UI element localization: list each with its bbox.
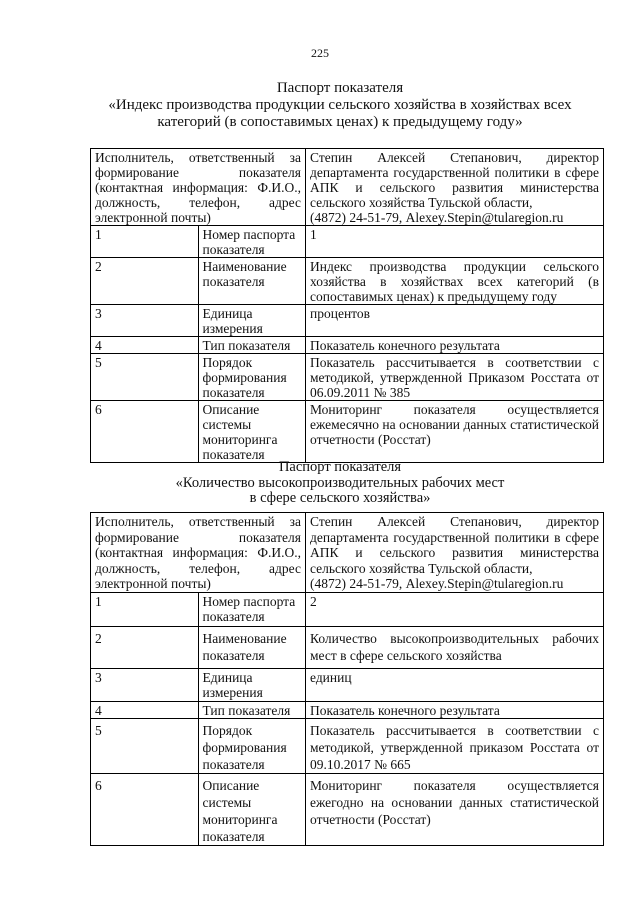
row-label: Тип показателя: [198, 337, 306, 354]
row-value: 2: [306, 592, 604, 626]
row-label: Номер паспорта показателя: [198, 226, 306, 258]
row-value: Мониторинг показателя осуществляется ежемесячно на основании данных статистической отчетности (Росстат): [306, 401, 604, 463]
passport-1-subtitle-line-2: категорий (в сопоставимых ценах) к предыдущему году»: [157, 114, 523, 130]
row-label: Порядок формирования показателя: [198, 719, 306, 774]
row-number: 3: [91, 305, 199, 337]
row-label: Тип показателя: [198, 701, 306, 719]
table-row: [91, 401, 604, 463]
row-value: Индекс производства продукции сельского хозяйства в хозяйствах всех категорий (в сопоставимых ценах) к предыдущему году: [306, 258, 604, 305]
table-row: [91, 354, 604, 401]
row-value: 1: [306, 226, 604, 258]
table-row: [91, 701, 604, 719]
row-number: 6: [91, 401, 199, 463]
table-row: [91, 774, 604, 846]
executor-contact: (4872) 24-51-79, Alexey.Stepin@tularegion.ru: [310, 576, 564, 591]
passport-2-heading: [60, 460, 620, 507]
row-label: Порядок формирования показателя: [198, 354, 306, 401]
table-row: [91, 305, 604, 337]
row-label: Описание системы мониторинга показателя: [198, 774, 306, 846]
passport-1-heading: [60, 80, 620, 131]
row-number: 3: [91, 668, 199, 701]
row-number: 5: [91, 719, 199, 774]
row-number: 1: [91, 592, 199, 626]
passport-1-title: Паспорт показателя: [276, 80, 404, 96]
passport-1-table: [90, 148, 604, 463]
executor-value: [306, 149, 604, 226]
passport-2-table: [90, 512, 604, 846]
table-row: [91, 668, 604, 701]
row-label: Наименование показателя: [198, 626, 306, 668]
row-value: Показатель рассчитывается в соответствии с методикой, утвержденной приказом Росстата от 09.10.2017 № 665: [306, 719, 604, 774]
executor-value: [306, 513, 604, 593]
row-value: Показатель конечного результата: [306, 701, 604, 719]
row-value: единиц: [306, 668, 604, 701]
row-value: Мониторинг показателя осуществляется ежегодно на основании данных статистической отчетности (Росстат): [306, 774, 604, 846]
executor-contact: (4872) 24-51-79, Alexey.Stepin@tularegion.ru: [310, 210, 564, 225]
row-number: 6: [91, 774, 199, 846]
row-label: Номер паспорта показателя: [198, 592, 306, 626]
passport-1-subtitle-line-1: «Индекс производства продукции сельского хозяйства в хозяйствах всех: [108, 97, 572, 113]
passport-2-subtitle-line-2: в сфере сельского хозяйства»: [249, 490, 431, 506]
row-number: 5: [91, 354, 199, 401]
table-row: [91, 592, 604, 626]
row-label: Единица измерения: [198, 668, 306, 701]
table-row: [91, 258, 604, 305]
row-number: 2: [91, 258, 199, 305]
passport-2-title: Паспорт показателя: [278, 459, 402, 475]
row-value: Показатель конечного результата: [306, 337, 604, 354]
passport-2-subtitle-line-1: «Количество высокопроизводительных рабочих мест: [175, 474, 505, 491]
executor-name: Степин Алексей Степанович, директор департамента государственной политики в сфере АПК и сельского развития министерства сельского хозяйства Тульской области,: [310, 150, 599, 210]
row-label: Единица измерения: [198, 305, 306, 337]
row-value: Количество высокопроизводительных рабочих мест в сфере сельского хозяйства: [306, 626, 604, 668]
table-row: [91, 719, 604, 774]
row-number: 2: [91, 626, 199, 668]
table-row: [91, 626, 604, 668]
executor-label: Исполнитель, ответственный за формирование показателя (контактная информация: Ф.И.О., должность, телефон, адрес электронной почты): [91, 149, 306, 226]
row-value: Показатель рассчитывается в соответствии с методикой, утвержденной Приказом Росстата от 06.09.2011 № 385: [306, 354, 604, 401]
row-value: процентов: [306, 305, 604, 337]
executor-row: [91, 149, 604, 226]
table-row: [91, 337, 604, 354]
row-label: Наименование показателя: [198, 258, 306, 305]
row-number: 4: [91, 337, 199, 354]
row-number: 1: [91, 226, 199, 258]
row-label: Описание системы мониторинга показателя: [198, 401, 306, 463]
page-number: 225: [311, 46, 329, 60]
executor-label: Исполнитель, ответственный за формирование показателя (контактная информация: Ф.И.О., должность, телефон, адрес электронной почты): [91, 513, 306, 593]
table-row: [91, 226, 604, 258]
executor-row: [91, 513, 604, 593]
executor-name: Степин Алексей Степанович, директор департамента государственной политики в сфере АПК и сельского развития министерства сельского хозяйства Тульской области,: [310, 514, 599, 576]
row-number: 4: [91, 701, 199, 719]
